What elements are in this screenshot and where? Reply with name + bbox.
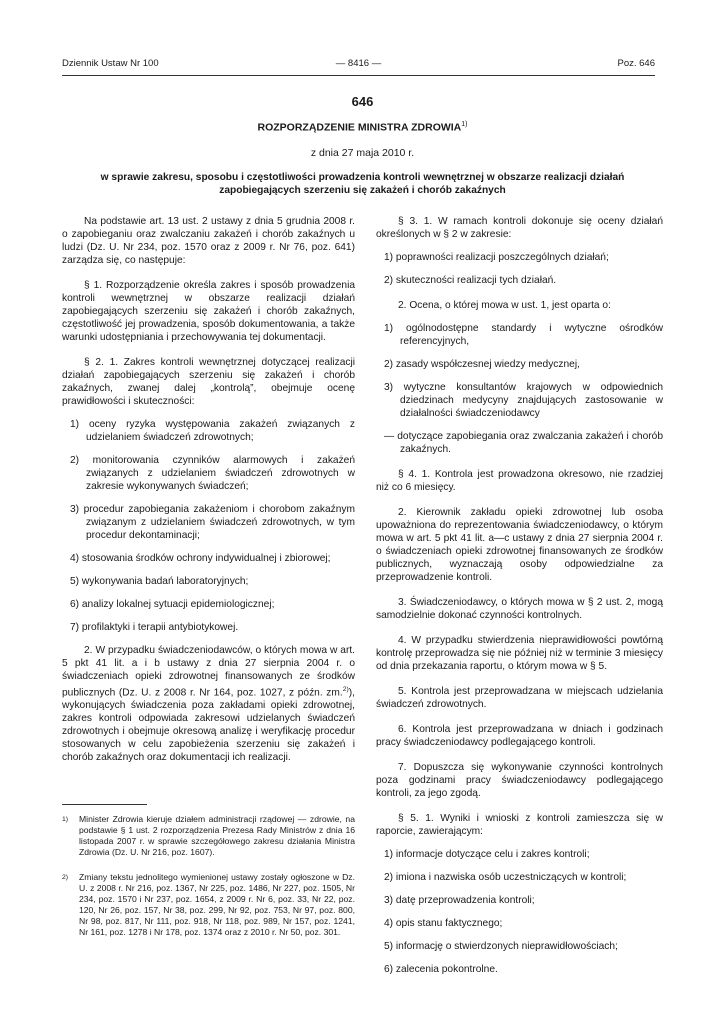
document-date: z dnia 27 maja 2010 r. <box>310 147 415 159</box>
footnote-mark: 2) <box>62 874 69 881</box>
document-subject: w sprawie zakresu, sposobu i częstotliwości prowadzenia kontroli wewnętrznej w obszarze realizacji działań zapobiegających szerzeniu się zakażeń i chorób zakaźnych <box>100 172 625 196</box>
list-item: 1) ogólnodostępne standardy i wytyczne ośrodków referencyjnych, <box>384 323 663 347</box>
list-item: 3) datę przeprowadzenia kontroli; <box>384 895 535 906</box>
list-item: 5) wykonywania badań laboratoryjnych; <box>70 576 249 587</box>
preamble: Na podstawie art. 13 ust. 2 ustawy z dnia 5 grudnia 2008 r. o zapobieganiu oraz zwalczaniu zakażeń i chorób zakaźnych u ludzi (Dz. U. Nr 234, poz. 1570 oraz z 2009 r. Nr 76, poz. 641) zarządza się, co następuje: <box>62 216 355 266</box>
list-tail: — dotyczące zapobiegania oraz zwalczania zakażeń i chorób zakaźnych. <box>384 431 663 455</box>
paragraph-5-intro: § 5. 1. Wyniki i wnioski z kontroli zamieszcza się w raporcie, zawierającym: <box>376 813 663 837</box>
paragraph-4-7: 7. Dopuszcza się wykonywanie czynności kontrolnych poza godzinami pracy świadczeniodawcy podlegającego kontroli, za jego zgodą. <box>376 762 663 799</box>
document-title <box>0 121 725 134</box>
list-item: 6) zalecenia pokontrolne. <box>384 964 498 975</box>
paragraph-1: § 1. Rozporządzenie określa zakres i sposób prowadzenia kontroli wewnętrznej w obszarze realizacji działań zapobiegających szerzeniu się zakażeń i chorób zakaźnych, częstotliwość jej prowadzenia, sposób dokumentowania, a także warunki udostępniania i przechowywania tej dokumentacji. <box>62 280 355 343</box>
footnote <box>62 814 355 858</box>
footnote-text: Zmiany tekstu jednolitego wymienionej ustawy zostały ogłoszone w Dz. U. z 2008 r. Nr 216, poz. 1367, Nr 225, poz. 1486, Nr 227, poz. 1505, Nr 234, poz. 1570 i Nr 237, poz. 1654, z 2009 r. Nr 6, poz. 33, Nr 22, poz. 120, Nr 26, poz. 157, Nr 38, poz. 299, Nr 92, poz. 753, Nr 97, poz. 800, Nr 98, poz. 817, Nr 111, poz. 918, Nr 118, poz. 989, Nr 157, poz. 1241, Nr 161, poz. 1278 i Nr 178, poz. 1374 oraz z 2010 r. Nr 50, poz. 301. <box>79 872 355 937</box>
page-header <box>62 58 655 70</box>
paragraph-4-1: § 4. 1. Kontrola jest prowadzona okresowo, nie rzadziej niż co 6 miesięcy. <box>376 469 663 493</box>
footnote-ref: 2) <box>342 686 349 693</box>
list-item: 6) analizy lokalnej sytuacji epidemiologicznej; <box>70 599 275 610</box>
journal-name: Dziennik Ustaw Nr 100 <box>62 58 159 69</box>
left-column <box>62 215 355 776</box>
list-item: 2) imiona i nazwiska osób uczestniczących w kontroli; <box>384 872 627 883</box>
list-item: 3) procedur zapobiegania zakażeniom i chorobom zakaźnym związanym z udzielaniem świadczeń zdrowotnych, w tym procedur dekontaminacji; <box>70 504 355 541</box>
list-item: 4) stosowania środków ochrony indywidualnej i zbiorowej; <box>70 553 331 564</box>
list-item: 5) informację o stwierdzonych nieprawidłowościach; <box>384 941 618 952</box>
position-number: Poz. 646 <box>617 58 655 69</box>
footnote-mark: 1) <box>62 816 69 823</box>
header-rule <box>62 75 655 76</box>
list-item: 4) opis stanu faktycznego; <box>384 918 503 929</box>
list-item: 1) poprawności realizacji poszczególnych działań; <box>384 252 609 263</box>
document-number: 646 <box>351 94 374 109</box>
list-item: 2) monitorowania czynników alarmowych i zakażeń związanych z udzielaniem świadczeń zdrowotnych w zakresie wykonywanych świadczeń; <box>70 455 355 492</box>
paragraph-2-2-text-a: 2. W przypadku świadczeniodawców, o których mowa w art. 5 pkt 41 lit. a i b ustawy z dnia 27 sierpnia 2004 r. o świadczeniach opieki zdrowotnej finansowanych ze środków publicznych (Dz. U. z 2008 r. Nr 164, poz. 1027, z późn. zm. <box>62 645 355 699</box>
list-item: 3) wytyczne konsultantów krajowych w odpowiednich dziedzinach medycyny znajdujących zastosowanie w działalności świadczeniodawcy <box>384 382 663 419</box>
paragraph-4-2: 2. Kierownik zakładu opieki zdrowotnej lub osoba upoważniona do reprezentowania świadczeniodawcy, o którym mowa w art. 5 pkt 41 lit. a—c ustawy z dnia 27 sierpnia 2004 r. o świadczeniach opieki zdrowotnej finansowanych ze środków publicznych, wyznaczają osoby odpowiedzialne za przeprowadzenie kontroli. <box>376 507 663 583</box>
paragraph-4-3: 3. Świadczeniodawcy, o których mowa w § 2 ust. 2, mogą samodzielnie dokonać czynności kontrolnych. <box>376 597 663 621</box>
list-item: 7) profilaktyki i terapii antybiotykowej. <box>70 622 239 633</box>
paragraph-2-2 <box>62 644 355 764</box>
footnote-rule <box>62 804 147 805</box>
paragraph-2-2-text-b: ), wykonujących świadczenia poza zakładami opieki zdrowotnej, zakres kontroli odpowiada zakresowi udzielanych świadczeń zdrowotnych i obejmuje okresową analizę i weryfikację procedur stosowanych w celu zapobieżenia szerzeniu się zakażeń i chorób zakaźnych oraz dokumentacji ich realizacji. <box>62 687 355 764</box>
title-footnote-ref: 1) <box>461 121 468 128</box>
paragraph-4-5: 5. Kontrola jest przeprowadzana w miejscach udzielania świadczeń zdrowotnych. <box>376 686 663 710</box>
list-item: 1) oceny ryzyka występowania zakażeń związanych z udzielaniem świadczeń zdrowotnych; <box>70 419 355 443</box>
footnote-text: Minister Zdrowia kieruje działem administracji rządowej — zdrowie, na podstawie § 1 ust. 2 rozporządzenia Prezesa Rady Ministrów z dnia 16 listopada 2007 r. w sprawie szczegółowego zakresu działania Ministra Zdrowia (Dz. U. Nr 216, poz. 1607). <box>79 814 355 857</box>
paragraph-3-intro: § 3. 1. W ramach kontroli dokonuje się oceny działań określonych w § 2 w zakresie: <box>376 216 663 240</box>
right-column <box>376 215 663 986</box>
list-item: 2) skuteczności realizacji tych działań. <box>384 275 557 286</box>
paragraph-3-2: 2. Ocena, o której mowa w ust. 1, jest oparta o: <box>398 300 611 311</box>
list-item: 2) zasady współczesnej wiedzy medycznej, <box>384 359 580 370</box>
paragraph-4-4: 4. W przypadku stwierdzenia nieprawidłowości powtórną kontrolę przeprowadza się nie później niż w terminie 3 miesięcy od dnia przekazania raportu, o którym mowa w § 5. <box>376 635 663 672</box>
paragraph-2-intro: § 2. 1. Zakres kontroli wewnętrznej dotyczącej realizacji działań zapobiegających szerzeniu się zakażeń i chorób zakaźnych, zwanej dalej „kontrolą”, obejmuje ocenę prawidłowości i skuteczności: <box>62 357 355 407</box>
list-item: 1) informacje dotyczące celu i zakres kontroli; <box>384 849 590 860</box>
title-text: ROZPORZĄDZENIE MINISTRA ZDROWIA <box>257 121 462 134</box>
footnote <box>62 872 355 938</box>
paragraph-4-6: 6. Kontrola jest przeprowadzana w dniach i godzinach pracy świadczeniodawcy podlegającego kontroli. <box>376 724 663 748</box>
page-number: — 8416 — <box>335 58 382 69</box>
